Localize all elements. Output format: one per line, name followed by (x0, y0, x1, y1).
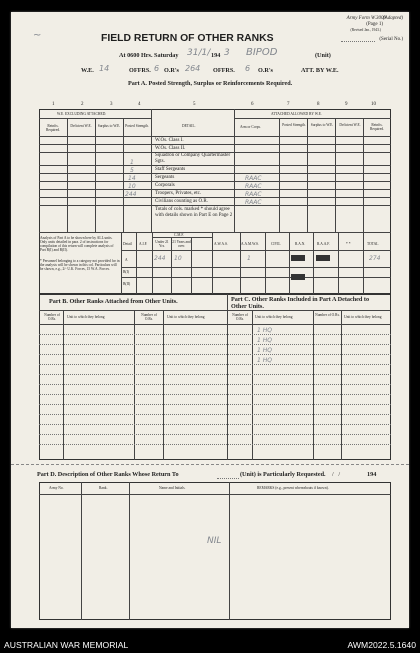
rule (313, 232, 314, 294)
analysis-col-detail: Detail (123, 242, 132, 246)
rule (121, 250, 391, 251)
part-b-col-unit-2: Unit to which they belong (167, 315, 205, 319)
handwritten-cpl: 10 (128, 183, 136, 190)
detail-row-staff-sergeants: Staff Sergeants (155, 167, 186, 172)
rule (335, 118, 336, 232)
part-d-year: 194 (367, 471, 377, 478)
row-line (39, 344, 391, 345)
row-line (39, 414, 391, 415)
part-c-col-number-2: Number of O.Rs. (315, 313, 340, 317)
analysis-col-aamws: A.A.M.W.S. (241, 242, 259, 246)
rule (129, 482, 130, 620)
col-posted-strength: Posted Strength. (125, 124, 149, 128)
handwritten-scribble: ~ (33, 30, 42, 41)
handwritten-pte: 244 (125, 191, 137, 198)
rule (363, 118, 364, 232)
attached-allowed-heading: ATTACHED ALLOWED BY W.E. (271, 112, 322, 116)
part-c-col-unit-2: Unit to which they belong (344, 315, 382, 319)
detail-row-wo1: W.Os. Class I. (155, 138, 184, 143)
col-number-2: 2 (81, 102, 84, 107)
rule (39, 310, 391, 311)
page-number: (Page 1) (366, 22, 383, 27)
rule (67, 118, 68, 232)
adapted-note: (Adapted) (383, 16, 403, 21)
rule (279, 118, 280, 232)
rule (81, 482, 82, 620)
part-d-unit-requested: (Unit) is Particularly Requested. (240, 471, 326, 478)
col-deficient-we-right: Deficient W.E. (339, 123, 361, 127)
handwritten-part-c-entry: 1 HQ (257, 347, 272, 354)
handwritten-qm: 1 (130, 159, 134, 166)
rule (234, 118, 391, 119)
col-number-1: 1 (52, 102, 55, 107)
unit-line (217, 478, 239, 479)
col-reinfts-required-right: Reinfts. Required. (369, 123, 385, 131)
detail-row-troopers: Troopers, Privates, etc. (155, 191, 202, 196)
detail-row-sergeants: Sergeants (155, 175, 175, 180)
handwritten-we-ors: 264 (185, 64, 201, 73)
rule (289, 232, 290, 294)
handwritten-ssgt: 5 (130, 167, 134, 174)
row-line (39, 394, 391, 395)
part-d-col-rank: Rank. (99, 486, 108, 490)
detail-row-totals-note: Totals of cols. marked * should agree with details shown in Part E on Page 2 (155, 207, 233, 218)
row-line (39, 424, 391, 425)
part-d-date-slashes: / / (332, 471, 341, 478)
blocked-cell (291, 274, 305, 280)
analysis-col-total: TOTAL (367, 242, 379, 246)
offrs2-label: OFFRS. (213, 67, 235, 74)
rule (39, 165, 391, 166)
we-excluding-heading: W.E. EXCLUDING ATTACHED. (57, 112, 107, 116)
col-deficient-we: Deficient W.E. (70, 124, 92, 128)
handwritten-nil: NIL (207, 536, 222, 546)
ors2-label: O.R's (258, 67, 273, 74)
handwritten-part-c-entry: 1 HQ (257, 357, 272, 364)
handwritten-analysis-total: 274 (369, 255, 381, 262)
rule (39, 181, 391, 182)
offrs-label: OFFRS. (129, 67, 151, 74)
rule (39, 197, 391, 198)
part-b-title: Part B. Other Ranks Attached from Other Units. (49, 298, 178, 305)
blocked-cell (291, 255, 305, 261)
col-number-9: 9 (345, 102, 348, 107)
handwritten-unit: BIPOD (246, 47, 278, 58)
col-surplus-we-right: Surplus to W.E. (310, 123, 334, 127)
part-d-table (39, 482, 391, 620)
row-line (39, 374, 391, 375)
col-number-6: 6 (251, 102, 254, 107)
handwritten-att-offrs: 6 (154, 64, 160, 73)
analysis-row-a: A (125, 258, 128, 262)
rule (252, 310, 253, 460)
col-number-3: 3 (110, 102, 113, 107)
analysis-note: Analysis of Part A to be shown here by ALL units. Only units detailed in para. 2 of instructions for compilation of this return will complete analysis of Part B(I) and B(II). (40, 236, 114, 252)
col-reinfts-required: Reinfts. Required. (45, 124, 61, 132)
row-line (39, 404, 391, 405)
detail-row-civilians: Civilians counting as O.R. (155, 199, 208, 204)
handwritten-year-digit: 3 (224, 48, 230, 58)
detail-row-qm-sgts: Squadron or Company Quartermaster Sgts. (155, 153, 231, 164)
col-posted-strength-right: Posted Strength. (282, 123, 306, 127)
page-title: FIELD RETURN OF OTHER RANKS (101, 33, 274, 44)
col-number-10: 10 (371, 102, 376, 107)
row-line (39, 334, 391, 335)
analysis-note-2: * Personnel belonging to a category not provided for in the analysis will be shown in this col. Particulars will be shown, e.g., 2/- U.K. Forces, 15 W.A. Forces. (40, 259, 120, 271)
handwritten-date: 31/1/ (187, 48, 211, 58)
rule (39, 324, 391, 325)
handwritten-corps-sgt: RAAC (245, 175, 262, 182)
part-c-col-number-1: Number of O.Rs. (232, 313, 248, 321)
rule (307, 118, 308, 232)
handwritten-we-offrs: 14 (99, 64, 110, 73)
col-number-7: 7 (287, 102, 290, 107)
part-d-col-army-no: Army No. (49, 486, 64, 490)
serial-label: (Serial No.) (379, 37, 403, 42)
part-b-col-unit-1: Unit to which they belong (67, 315, 105, 319)
we-label: W.E. (81, 67, 94, 74)
row-line (39, 364, 391, 365)
rule (341, 310, 342, 460)
unit-label: (Unit) (315, 52, 331, 59)
serial-line (341, 41, 375, 42)
rule (313, 310, 314, 460)
revised-note: (Revised Jan., 1943.) (350, 28, 381, 32)
part-b-col-number-2: Number of O.Rs. (141, 313, 157, 321)
row-line (39, 384, 391, 385)
footer-credit: AUSTRALIAN WAR MEMORIAL (4, 640, 129, 650)
handwritten-corps-cpl: RAAC (245, 183, 262, 190)
rule (39, 144, 391, 145)
rule (265, 232, 266, 294)
col-arm-or-corps: Arm or Corps. (240, 125, 261, 129)
part-d-title: Part D. Description of Other Ranks Whose Return To (37, 471, 179, 478)
analysis-col-21-over: 21 Years and over. (172, 240, 191, 248)
rule (136, 232, 137, 294)
rule (121, 267, 391, 268)
rule (234, 109, 235, 232)
rule (39, 494, 391, 495)
analysis-group-cmf: C.M.F. (174, 233, 184, 237)
rule (338, 232, 339, 294)
analysis-col-under-21: Under 21 Yrs. (155, 240, 169, 248)
footer-bar (0, 636, 420, 653)
row-line (39, 434, 391, 435)
handwritten-corps-pte: RAAC (245, 191, 262, 198)
rule (39, 173, 391, 174)
analysis-col-civil: CIVIL (271, 242, 281, 246)
detail-row-corporals: Corporals (155, 183, 175, 188)
blocked-cell (316, 255, 330, 261)
rule (212, 232, 213, 294)
part-d-col-name: Name and Initials. (159, 486, 186, 490)
handwritten-analysis-21over: 10 (174, 255, 182, 262)
analysis-row-b1: B(I) (123, 270, 129, 274)
rule (191, 237, 192, 294)
att-label: ATT. BY W.E. (301, 67, 339, 74)
row-line (39, 354, 391, 355)
col-number-8: 8 (317, 102, 320, 107)
rule (123, 118, 124, 232)
handwritten-att-ors: 6 (245, 64, 251, 73)
part-c-title: Part C. Other Ranks Included in Part A Detached to Other Units. (231, 296, 370, 310)
detail-heading: DETAIL. (182, 124, 196, 128)
handwritten-sgt: 14 (128, 175, 136, 182)
handwritten-part-c-entry: 1 HQ (257, 327, 272, 334)
rule (152, 237, 212, 238)
rule (134, 310, 135, 460)
army-form-number: Army Form W.3009 (346, 16, 386, 21)
part-b-col-number-1: Number of O.Rs. (44, 313, 60, 321)
analysis-col-ran: R.A.N. (295, 242, 306, 246)
rule (39, 205, 391, 206)
rule (229, 482, 230, 620)
part-c-col-unit-1: Unit to which they belong (255, 315, 293, 319)
col-number-4: 4 (138, 102, 141, 107)
rule (121, 277, 391, 278)
handwritten-analysis-aamws: 1 (247, 255, 251, 262)
rule (151, 109, 152, 232)
analysis-col-other: * * (346, 242, 351, 246)
ors-label: O.R's (164, 67, 179, 74)
rule (39, 189, 391, 190)
rule (121, 232, 122, 294)
part-a-title: Part A. Posted Strength, Surplus or Reinforcements Required. (128, 80, 293, 87)
at-label: At 0600 Hrs. Saturday (119, 52, 179, 59)
analysis-col-awas: A.W.A.S. (214, 242, 228, 246)
rule (363, 232, 364, 294)
rule (95, 118, 96, 232)
rule (39, 136, 391, 137)
form-sheet (11, 12, 409, 628)
analysis-row-b2: B(II) (123, 282, 131, 286)
divider (11, 464, 409, 465)
row-line (39, 444, 391, 445)
rule (63, 310, 64, 460)
year-label: 194 (211, 52, 221, 59)
col-number-5: 5 (193, 102, 196, 107)
handwritten-part-c-entry: 1 HQ (257, 337, 272, 344)
part-d-col-remarks: REMARKS (e.g., present whereabouts if known). (257, 486, 329, 490)
handwritten-corps-civ: RAAC (245, 199, 262, 206)
rule (163, 310, 164, 460)
rule (227, 294, 228, 460)
analysis-col-raaf: R.A.A.F. (317, 242, 330, 246)
col-surplus-we: Surplus to W.E. (97, 124, 121, 128)
analysis-col-aif: A.I.F. (139, 242, 148, 246)
detail-row-wo2: W.Os. Class II. (155, 146, 186, 151)
handwritten-analysis-under21: 244 (154, 255, 166, 262)
footer-accession-number: AWM2022.5.1640 (347, 640, 416, 650)
